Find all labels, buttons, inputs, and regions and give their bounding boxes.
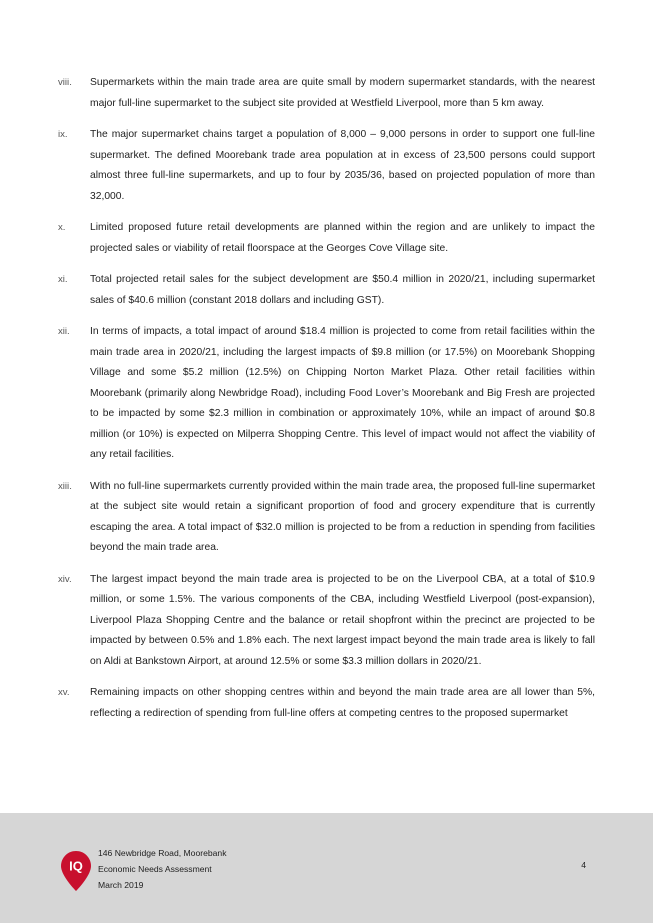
footer-info <box>98 845 227 893</box>
list-numeral: viii. <box>58 77 72 88</box>
list-item <box>58 683 595 724</box>
list-text: Remaining impacts on other shopping centres within and beyond the main trade area are all lower than 5%, reflecting a redirection of spending from full-line offers at competing centres to the proposed supermarket <box>90 687 595 719</box>
document-body <box>58 73 595 735</box>
list-item <box>58 73 595 114</box>
list-numeral: xi. <box>58 274 68 285</box>
list-numeral: xii. <box>58 326 70 337</box>
footer-report-title: Economic Needs Assessment <box>98 864 212 874</box>
list-item <box>58 218 595 259</box>
list-item <box>58 570 595 673</box>
list-numeral: ix. <box>58 129 68 140</box>
list-item <box>58 477 595 559</box>
footer-date: March 2019 <box>98 880 144 890</box>
footer-address: 146 Newbridge Road, Moorebank <box>98 848 227 858</box>
page-number: 4 <box>581 860 586 870</box>
logo-text: IQ <box>69 858 83 874</box>
list-numeral: xv. <box>58 687 70 698</box>
list-numeral: x. <box>58 222 66 233</box>
list-text: Supermarkets within the main trade area are quite small by modern supermarket standards, with the nearest major full-line supermarket to the subject site provided at Westfield Liverpool, more than 5 km away. <box>90 77 595 109</box>
list-text: The major supermarket chains target a population of 8,000 – 9,000 persons in order to support one full-line supermarket. The defined Moorebank trade area population at in excess of 23,500 persons could support almost three full-line supermarkets, and up to four by 2035/36, based on projected population of more than 32,000. <box>90 129 595 202</box>
list-text: In terms of impacts, a total impact of around $18.4 million is projected to come from retail facilities within the main trade area in 2020/21, including the largest impacts of $9.8 million (or 17.5%) on Moorebank Shopping Village and some $5.2 million (12.5%) on Chipping Norton Market Plaza. Other retail facilities within Moorebank (primarily along Newbridge Road), including Food Lover’s Moorebank and Big Fresh are projected to be impacted by some $2.3 million in combination or approximately 10%, while an impact of around $0.8 million (or 10%) is expected on Milperra Shopping Centre. This level of impact would not affect the viability of any retail facilities. <box>90 326 595 460</box>
list-numeral: xiv. <box>58 573 72 585</box>
list-item <box>58 270 595 311</box>
iq-logo-icon <box>60 850 92 892</box>
list-text: With no full-line supermarkets currently provided within the main trade area, the proposed full-line supermarket at the subject site would retain a significant proportion of food and grocery expenditure that is currently escaping the area. A total impact of $32.0 million is projected to be from a reduction in spending from facilities beyond the main trade area. <box>90 480 595 553</box>
list-item <box>58 125 595 207</box>
list-item <box>58 322 595 466</box>
list-text: Total projected retail sales for the subject development are $50.4 million in 2020/21, including supermarket sales of $40.6 million (constant 2018 dollars and including GST). <box>90 274 595 306</box>
list-text: The largest impact beyond the main trade area is projected to be on the Liverpool CBA, at a total of $10.9 million, or some 1.5%. The various components of the CBA, including Westfield Liverpool (post-expansion), Liverpool Plaza Shopping Centre and the balance or retail shopfront within the precinct are projected to be impacted by between 0.5% and 1.8% each. The next largest impact beyond the main trade area is likely to fall on Aldi at Bankstown Airport, at around 12.5% or some $3.3 million dollars in 2020/21. <box>90 573 595 667</box>
list-text: Limited proposed future retail developments are planned within the region and are unlikely to impact the projected sales or viability of retail floorspace at the Georges Cove Village site. <box>90 222 595 254</box>
page-footer <box>0 813 653 923</box>
list-numeral: xiii. <box>58 480 72 492</box>
